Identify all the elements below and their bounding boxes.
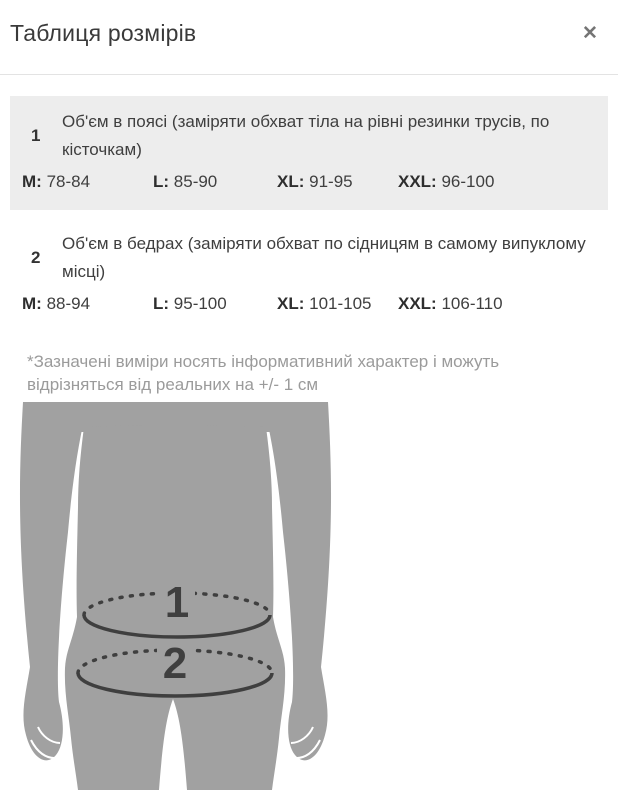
modal-header — [0, 0, 618, 75]
size-label: XL: — [277, 172, 305, 191]
body-silhouette-svg — [13, 402, 333, 790]
size-value: 88-94 — [46, 294, 91, 313]
size-label: L: — [153, 294, 170, 313]
measurement-description: Об'єм в бедрах (заміряти обхват по сідницям в самому випуклому місці) — [62, 234, 586, 281]
size-cell-xxl — [398, 292, 588, 316]
waist-measure-label: 1 — [164, 578, 190, 627]
page-title: Таблиця розмірів — [10, 20, 197, 46]
disclaimer-note: *Зазначені виміри носять інформативний характер і можуть відрізняться від реальних на +/- 1 см — [27, 352, 500, 394]
size-value: 106-110 — [441, 294, 503, 313]
hips-measure-label: 2 — [162, 639, 188, 688]
size-cell-m — [22, 170, 153, 194]
size-label: L: — [153, 172, 170, 191]
measurement-row-waist — [10, 96, 608, 210]
measurement-desc-line — [22, 108, 588, 164]
size-cell-l — [153, 170, 277, 194]
measurement-number: 2 — [31, 248, 41, 267]
measurement-description: Об'єм в поясі (заміряти обхват тіла на рівні резинки трусів, по кісточкам) — [62, 112, 550, 159]
size-cell-xl — [277, 170, 398, 194]
size-value: 91-95 — [309, 172, 353, 191]
sizes-row — [22, 170, 588, 194]
size-cell-m — [22, 292, 153, 316]
size-value: 78-84 — [46, 172, 91, 191]
size-label: XXL: — [398, 172, 437, 191]
size-value: 101-105 — [309, 294, 372, 313]
close-icon: ✕ — [582, 23, 598, 44]
size-label: M: — [22, 172, 42, 191]
size-label: XXL: — [398, 294, 437, 313]
close-button[interactable] — [576, 20, 604, 48]
size-cell-xl — [277, 292, 398, 316]
size-value: 96-100 — [441, 172, 495, 191]
sizes-row — [22, 292, 588, 316]
size-cell-l — [153, 292, 277, 316]
size-value: 85-90 — [173, 172, 218, 191]
measurement-number: 1 — [31, 126, 41, 145]
size-value: 95-100 — [173, 294, 227, 313]
measurement-row-hips — [10, 218, 608, 332]
body-measurement-figure — [13, 402, 333, 790]
size-cell-xxl — [398, 170, 588, 194]
size-label: M: — [22, 294, 42, 313]
measurement-desc-line — [22, 230, 588, 286]
size-label: XL: — [277, 294, 305, 313]
